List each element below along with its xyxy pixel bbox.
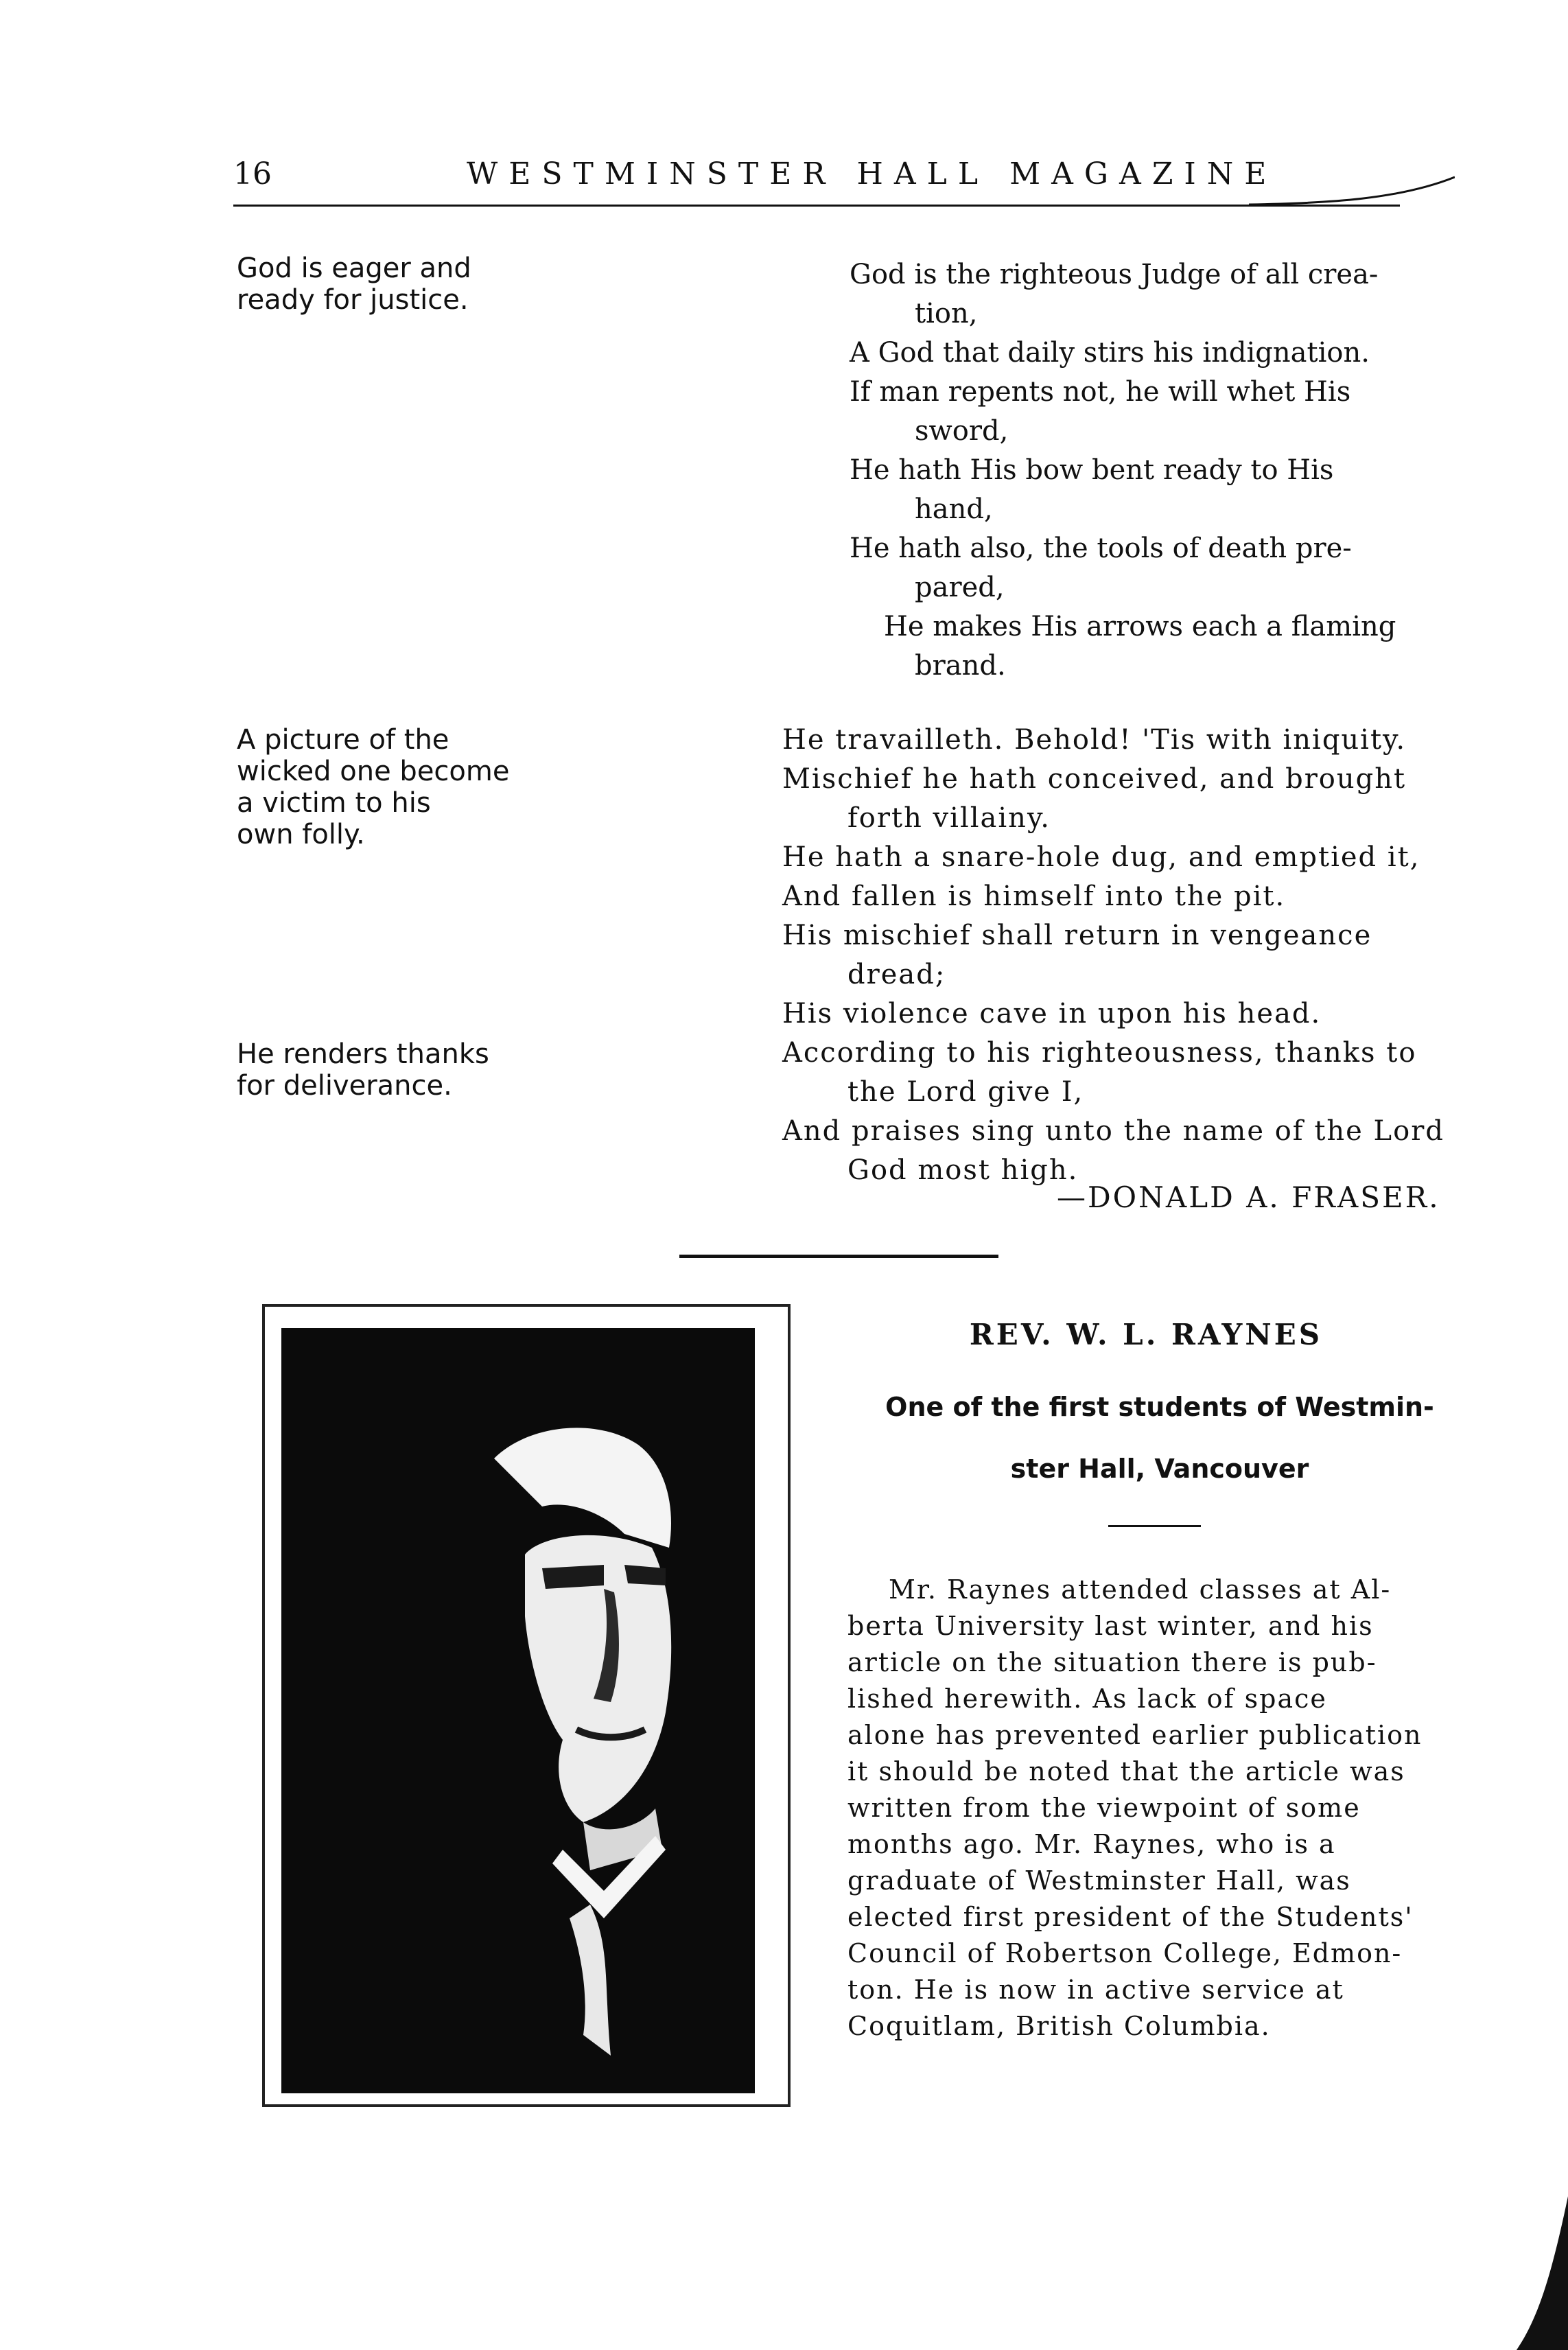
portrait-photo bbox=[281, 1328, 755, 2093]
poem-line: He hath a snare-hole dug, and emptied it, bbox=[782, 841, 1420, 873]
bio-line: elected first president of the Students' bbox=[847, 1902, 1414, 1932]
page-edge-shadow bbox=[1496, 2196, 1568, 2350]
poem-stanza-1 bbox=[850, 255, 1522, 686]
margin-note-justice bbox=[237, 253, 559, 316]
bio-subtitle-line: One of the first students of Westmin- bbox=[885, 1392, 1434, 1422]
section-divider bbox=[679, 1255, 998, 1258]
running-title: WESTMINSTER HALL MAGAZINE bbox=[467, 156, 1278, 191]
poem-line: dread; bbox=[847, 959, 946, 990]
bio-rule bbox=[1108, 1525, 1201, 1527]
poem-line: sword, bbox=[915, 415, 1009, 447]
bio-line: graduate of Westminster Hall, was bbox=[847, 1865, 1351, 1896]
margin-note-line: A picture of the bbox=[237, 724, 449, 756]
bio-line: article on the situation there is pub- bbox=[847, 1647, 1377, 1677]
poem-line: the Lord give I, bbox=[847, 1076, 1084, 1108]
bio-title: REV. W. L. RAYNES bbox=[969, 1318, 1323, 1351]
poem-line: He travailleth. Behold! 'Tis with iniquity. bbox=[782, 724, 1407, 756]
page-number: 16 bbox=[233, 156, 272, 191]
header-rule-curl bbox=[1249, 172, 1455, 213]
poem-signature: —DONALD A. FRASER. bbox=[1057, 1180, 1440, 1214]
poem-line: Mischief he hath conceived, and brought bbox=[782, 763, 1407, 795]
bio-line: alone has prevented earlier publication bbox=[847, 1720, 1423, 1750]
poem-line: tion, bbox=[915, 298, 978, 329]
poem-stanza-2 bbox=[782, 721, 1468, 1190]
poem-line: He hath His bow bent ready to His bbox=[850, 454, 1334, 486]
poem-line: According to his righteousness, thanks to bbox=[782, 1037, 1417, 1069]
poem-line: And fallen is himself into the pit. bbox=[782, 881, 1286, 912]
poem-line: If man repents not, he will whet His bbox=[850, 376, 1351, 408]
bio-line: Mr. Raynes attended classes at Al- bbox=[889, 1574, 1392, 1605]
bio-line: Coquitlam, British Columbia. bbox=[847, 2011, 1271, 2041]
poem-line: He hath also, the tools of death pre- bbox=[850, 533, 1352, 564]
bio-subtitle-line: ster Hall, Vancouver bbox=[1010, 1454, 1309, 1484]
margin-note-line: God is eager and bbox=[237, 253, 471, 284]
poem-line: He makes His arrows each a flaming bbox=[884, 611, 1396, 642]
poem-line: pared, bbox=[915, 572, 1005, 603]
margin-note-line: He renders thanks bbox=[237, 1038, 489, 1070]
header-rule bbox=[233, 205, 1400, 207]
bio-line: it should be noted that the article was bbox=[847, 1756, 1405, 1787]
bio-subtitle bbox=[885, 1376, 1434, 1500]
bio-line: ton. He is now in active service at bbox=[847, 1975, 1344, 2005]
margin-note-line: own folly. bbox=[237, 819, 365, 850]
margin-note-line: for deliverance. bbox=[237, 1070, 452, 1102]
poem-line: hand, bbox=[915, 493, 993, 525]
poem-line: forth villainy. bbox=[847, 802, 1051, 834]
margin-note-line: a victim to his bbox=[237, 787, 431, 819]
poem-line: God most high. bbox=[847, 1154, 1079, 1186]
margin-note-line: ready for justice. bbox=[237, 284, 469, 316]
margin-note-folly bbox=[237, 724, 559, 850]
poem-line: And praises sing unto the name of the Lord bbox=[782, 1115, 1444, 1147]
bio-body bbox=[847, 1572, 1438, 2045]
poem-line: God is the righteous Judge of all crea- bbox=[850, 259, 1379, 290]
bio-line: berta University last winter, and his bbox=[847, 1611, 1374, 1641]
poem-line: A God that daily stirs his indignation. bbox=[850, 337, 1370, 369]
portrait-image bbox=[281, 1328, 755, 2093]
poem-line: His violence cave in upon his head. bbox=[782, 998, 1322, 1029]
bio-line: months ago. Mr. Raynes, who is a bbox=[847, 1829, 1336, 1859]
margin-note-line: wicked one become bbox=[237, 756, 510, 787]
bio-line: Council of Robertson College, Edmon- bbox=[847, 1938, 1403, 1968]
bio-line: lished herewith. As lack of space bbox=[847, 1684, 1327, 1714]
margin-note-thanks bbox=[237, 1038, 559, 1102]
bio-line: written from the viewpoint of some bbox=[847, 1793, 1361, 1823]
poem-line: His mischief shall return in vengeance bbox=[782, 920, 1372, 951]
poem-line: brand. bbox=[915, 650, 1006, 682]
